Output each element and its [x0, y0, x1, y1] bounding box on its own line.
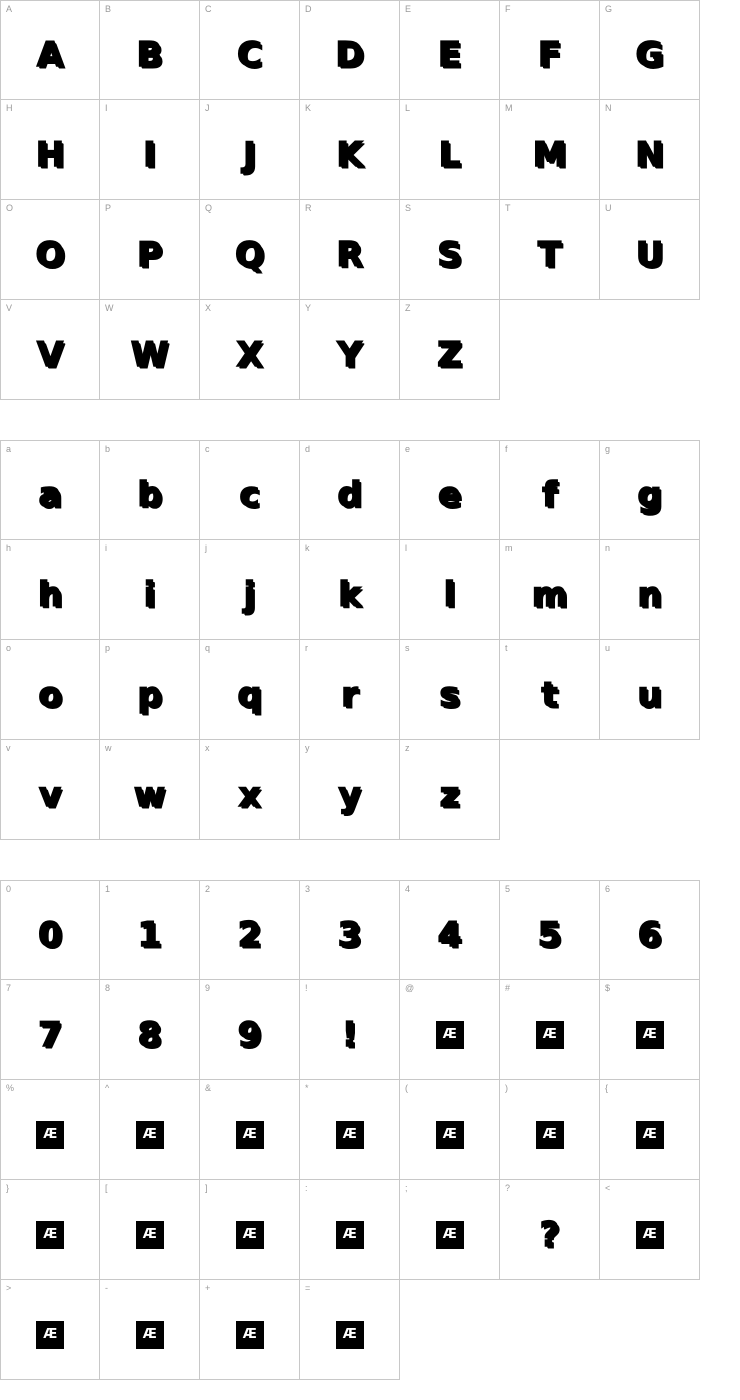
glyph-cell[interactable]: [100, 640, 200, 740]
glyph-character: W: [130, 334, 169, 375]
glyph-cell[interactable]: [600, 100, 700, 200]
glyph-notdef: [500, 1080, 599, 1179]
glyph-notdef: [400, 980, 499, 1079]
glyph-character: d: [337, 475, 362, 515]
notdef-box-icon: Æ: [636, 1121, 664, 1149]
glyph-code-label: >: [6, 1283, 12, 1293]
glyph-code-label: 3: [305, 884, 311, 894]
notdef-box-icon: Æ: [436, 1021, 464, 1049]
glyph-character: t: [541, 674, 558, 715]
notdef-box-icon: Æ: [636, 1221, 664, 1249]
glyph-cell[interactable]: [400, 300, 500, 400]
glyph-cell[interactable]: [500, 0, 600, 100]
glyph-cell[interactable]: [600, 1180, 700, 1280]
glyph-cell[interactable]: [200, 540, 300, 640]
glyph-notdef: [400, 1180, 499, 1279]
glyph-code-label: D: [305, 4, 312, 14]
glyph-cell[interactable]: [400, 1180, 500, 1280]
glyph-code-label: #: [505, 983, 511, 993]
glyph-cell[interactable]: [400, 1080, 500, 1180]
glyph-code-label: N: [605, 103, 612, 113]
glyph-code-label: {: [605, 1083, 609, 1093]
glyph-character: E: [437, 35, 462, 75]
glyph-character: O: [35, 234, 65, 275]
glyph-cell[interactable]: [300, 880, 400, 980]
glyph-notdef: [100, 1080, 199, 1179]
notdef-box-icon: Æ: [236, 1221, 264, 1249]
glyph-code-label: 0: [6, 884, 12, 894]
glyph-code-label: =: [305, 1283, 311, 1293]
glyph-cell[interactable]: [0, 980, 100, 1080]
glyph-code-label: s: [405, 643, 410, 653]
glyph-cell[interactable]: [600, 880, 700, 980]
notdef-box-icon: Æ: [536, 1121, 564, 1149]
glyph-character: 9: [237, 1014, 262, 1055]
glyph-character: 3: [337, 915, 362, 955]
glyph-character: I: [143, 134, 156, 175]
glyph-cell[interactable]: [0, 1180, 100, 1280]
glyph-cell[interactable]: [500, 440, 600, 540]
glyph-character: T: [537, 234, 562, 275]
notdef-box-icon: Æ: [236, 1121, 264, 1149]
glyph-cell[interactable]: [0, 740, 100, 840]
glyph-character: ?: [539, 1214, 560, 1255]
notdef-box-icon: Æ: [136, 1121, 164, 1149]
glyph-code-label: u: [605, 643, 611, 653]
glyph-code-label: @: [405, 983, 415, 993]
glyph-code-label: a: [6, 444, 12, 454]
glyph-code-label: b: [105, 444, 111, 454]
glyph-cell[interactable]: [200, 300, 300, 400]
glyph-cell[interactable]: [100, 440, 200, 540]
glyph-character: L: [438, 134, 461, 175]
glyph-code-label: L: [405, 103, 411, 113]
glyph-notdef: [300, 1180, 399, 1279]
glyph-cell[interactable]: [400, 640, 500, 740]
glyph-cell[interactable]: [400, 440, 500, 540]
notdef-box-icon: Æ: [236, 1321, 264, 1349]
glyph-code-label: 7: [6, 983, 12, 993]
glyph-code-label: B: [105, 4, 112, 14]
glyph-character: Y: [337, 334, 362, 375]
glyph-cell[interactable]: [200, 100, 300, 200]
glyph-cell[interactable]: [400, 540, 500, 640]
glyph-notdef: [600, 980, 699, 1079]
glyph-character: k: [338, 574, 361, 615]
glyph-code-label: W: [105, 303, 114, 313]
glyph-code-label: 6: [605, 884, 611, 894]
glyph-code-label: ): [505, 1083, 508, 1093]
glyph-character: i: [143, 574, 156, 615]
glyph-notdef: [1, 1280, 99, 1379]
glyph-code-label: j: [205, 543, 207, 553]
glyph-code-label: C: [205, 4, 212, 14]
glyph-character: 5: [537, 915, 562, 955]
glyph-code-label: h: [6, 543, 12, 553]
glyph-character: r: [341, 674, 358, 715]
glyph-character: x: [238, 774, 261, 815]
glyph-cell[interactable]: [600, 200, 700, 300]
glyph-cell[interactable]: [100, 980, 200, 1080]
glyph-code-label: E: [405, 4, 412, 14]
notdef-box-icon: Æ: [36, 1221, 64, 1249]
glyph-cell[interactable]: [400, 200, 500, 300]
glyph-cell[interactable]: [300, 740, 400, 840]
glyph-cell[interactable]: [0, 1280, 100, 1380]
glyph-character: F: [537, 35, 562, 75]
notdef-box-icon: Æ: [436, 1221, 464, 1249]
notdef-box-icon: Æ: [36, 1321, 64, 1349]
glyph-section-digits-and-symbols: [0, 880, 740, 1380]
notdef-box-icon: Æ: [136, 1221, 164, 1249]
glyph-code-label: X: [205, 303, 212, 313]
glyph-character: Q: [235, 234, 264, 275]
glyph-cell[interactable]: [400, 0, 500, 100]
glyph-code-label: F: [505, 4, 511, 14]
glyph-code-label: %: [6, 1083, 15, 1093]
glyph-code-label: d: [305, 444, 311, 454]
glyph-cell[interactable]: [100, 200, 200, 300]
glyph-character: K: [336, 134, 363, 175]
glyph-code-label: S: [405, 203, 412, 213]
glyph-notdef: [100, 1180, 199, 1279]
glyph-notdef: [200, 1280, 299, 1379]
glyph-code-label: l: [405, 543, 407, 553]
notdef-box-icon: Æ: [536, 1021, 564, 1049]
glyph-character: X: [236, 334, 263, 375]
glyph-cell[interactable]: [500, 1080, 600, 1180]
glyph-code-label: Z: [405, 303, 411, 313]
glyph-cell[interactable]: [0, 200, 100, 300]
glyph-code-label: G: [605, 4, 613, 14]
glyph-cell[interactable]: [600, 1080, 700, 1180]
glyph-cell[interactable]: [400, 880, 500, 980]
glyph-cell[interactable]: [400, 980, 500, 1080]
glyph-code-label: 5: [505, 884, 511, 894]
glyph-character: h: [37, 574, 63, 615]
glyph-notdef: [400, 1080, 499, 1179]
glyph-code-label: w: [105, 743, 112, 753]
glyph-cell[interactable]: [200, 200, 300, 300]
glyph-notdef: [500, 980, 599, 1079]
glyph-cell[interactable]: [600, 440, 700, 540]
glyph-cell[interactable]: [200, 1080, 300, 1180]
glyph-code-label: K: [305, 103, 312, 113]
glyph-code-label: g: [605, 444, 611, 454]
glyph-code-label: t: [505, 643, 508, 653]
glyph-cell[interactable]: [500, 640, 600, 740]
glyph-character: s: [439, 674, 460, 715]
glyph-notdef: [600, 1180, 699, 1279]
glyph-cell[interactable]: [0, 440, 100, 540]
glyph-code-label: ]: [205, 1183, 208, 1193]
glyph-code-label: f: [505, 444, 508, 454]
glyph-cell[interactable]: [300, 300, 400, 400]
glyph-character: 8: [137, 1014, 162, 1055]
glyph-code-label: r: [305, 643, 308, 653]
glyph-code-label: }: [6, 1183, 10, 1193]
glyph-character: V: [36, 334, 64, 375]
glyph-character: u: [637, 674, 662, 715]
glyph-cell[interactable]: [300, 440, 400, 540]
glyph-character: M: [532, 134, 567, 175]
glyph-code-label: -: [105, 1283, 108, 1293]
glyph-code-label: q: [205, 643, 211, 653]
glyph-code-label: H: [6, 103, 13, 113]
glyph-cell[interactable]: [100, 1280, 200, 1380]
glyph-character: p: [137, 674, 162, 715]
glyph-cell[interactable]: [100, 1180, 200, 1280]
glyph-code-label: !: [305, 983, 308, 993]
glyph-character: 6: [637, 915, 662, 955]
glyph-cell[interactable]: [600, 540, 700, 640]
glyph-code-label: i: [105, 543, 107, 553]
glyph-cell[interactable]: [600, 0, 700, 100]
glyph-character: a: [38, 475, 62, 515]
glyph-code-label: 4: [405, 884, 411, 894]
glyph-code-label: ;: [405, 1183, 408, 1193]
glyph-character: j: [243, 574, 256, 615]
glyph-code-label: y: [305, 743, 310, 753]
glyph-notdef: [300, 1280, 399, 1379]
glyph-character: B: [136, 35, 163, 75]
glyph-code-label: U: [605, 203, 612, 213]
glyph-code-label: 1: [105, 884, 111, 894]
glyph-notdef: [300, 1080, 399, 1179]
glyph-character: P: [137, 234, 162, 275]
glyph-code-label: 2: [205, 884, 211, 894]
glyph-cell[interactable]: [0, 640, 100, 740]
glyph-notdef: [200, 1180, 299, 1279]
glyph-code-label: p: [105, 643, 111, 653]
glyph-character: H: [35, 134, 65, 175]
glyph-grid: [0, 0, 700, 400]
glyph-character: N: [635, 134, 664, 175]
notdef-box-icon: Æ: [636, 1021, 664, 1049]
glyph-code-label: Q: [205, 203, 213, 213]
notdef-box-icon: Æ: [336, 1221, 364, 1249]
glyph-code-label: e: [405, 444, 411, 454]
glyph-character: 2: [237, 915, 262, 955]
glyph-character: U: [635, 234, 664, 275]
notdef-box-icon: Æ: [436, 1121, 464, 1149]
glyph-cell[interactable]: [200, 880, 300, 980]
glyph-cell[interactable]: [500, 980, 600, 1080]
glyph-code-label: Y: [305, 303, 312, 313]
glyph-code-label: <: [605, 1183, 611, 1193]
glyph-code-label: $: [605, 983, 611, 993]
notdef-box-icon: Æ: [336, 1321, 364, 1349]
notdef-box-icon: Æ: [136, 1321, 164, 1349]
glyph-cell[interactable]: [100, 880, 200, 980]
glyph-code-label: V: [6, 303, 13, 313]
glyph-code-label: 8: [105, 983, 111, 993]
glyph-character: y: [338, 774, 361, 815]
glyph-code-label: I: [105, 103, 108, 113]
glyph-notdef: [200, 1080, 299, 1179]
glyph-code-label: [: [105, 1183, 108, 1193]
glyph-cell[interactable]: [0, 300, 100, 400]
section-spacer: [0, 840, 740, 880]
glyph-code-label: O: [6, 203, 14, 213]
glyph-cell[interactable]: [300, 1180, 400, 1280]
glyph-code-label: n: [605, 543, 611, 553]
glyph-cell[interactable]: [300, 1280, 400, 1380]
glyph-cell[interactable]: [200, 740, 300, 840]
glyph-character: J: [243, 134, 256, 175]
glyph-character: l: [443, 574, 456, 615]
glyph-character: Z: [437, 334, 462, 375]
glyph-cell[interactable]: [0, 1080, 100, 1180]
glyph-cell[interactable]: [400, 740, 500, 840]
glyph-cell[interactable]: [300, 640, 400, 740]
glyph-cell[interactable]: [300, 200, 400, 300]
glyph-cell[interactable]: [300, 1080, 400, 1180]
glyph-code-label: (: [405, 1083, 408, 1093]
glyph-code-label: *: [305, 1083, 309, 1093]
glyph-cell[interactable]: [500, 200, 600, 300]
glyph-cell[interactable]: [300, 0, 400, 100]
glyph-character: 1: [137, 915, 162, 955]
glyph-character: z: [439, 774, 460, 815]
glyph-cell[interactable]: [300, 980, 400, 1080]
glyph-cell[interactable]: [200, 1180, 300, 1280]
glyph-character: g: [637, 475, 662, 515]
glyph-code-label: M: [505, 103, 513, 113]
glyph-character: 7: [38, 1014, 62, 1055]
glyph-code-label: R: [305, 203, 312, 213]
glyph-code-label: k: [305, 543, 310, 553]
glyph-cell[interactable]: [500, 100, 600, 200]
glyph-character: e: [437, 475, 462, 515]
glyph-cell[interactable]: [200, 0, 300, 100]
glyph-character: q: [237, 674, 262, 715]
glyph-cell[interactable]: [200, 440, 300, 540]
glyph-character: w: [133, 774, 166, 815]
glyph-code-label: T: [505, 203, 511, 213]
glyph-cell[interactable]: [200, 640, 300, 740]
glyph-grid: [0, 440, 700, 840]
glyph-code-label: +: [205, 1283, 211, 1293]
glyph-character: R: [336, 234, 363, 275]
glyph-cell[interactable]: [100, 1080, 200, 1180]
glyph-code-label: &: [205, 1083, 212, 1093]
glyph-code-label: m: [505, 543, 513, 553]
glyph-cell[interactable]: [0, 540, 100, 640]
glyph-cell[interactable]: [500, 1180, 600, 1280]
glyph-character: o: [38, 674, 62, 715]
glyph-cell[interactable]: [100, 100, 200, 200]
glyph-character: S: [437, 234, 462, 275]
glyph-code-label: z: [405, 743, 410, 753]
glyph-notdef: [100, 1280, 199, 1379]
glyph-notdef: [1, 1080, 99, 1179]
glyph-section-uppercase: [0, 0, 740, 400]
glyph-character: m: [531, 574, 568, 615]
notdef-box-icon: Æ: [36, 1121, 64, 1149]
glyph-character: A: [36, 35, 64, 75]
glyph-character: !: [341, 1014, 358, 1055]
glyph-cell[interactable]: [0, 0, 100, 100]
glyph-cell[interactable]: [100, 300, 200, 400]
glyph-code-label: v: [6, 743, 11, 753]
glyph-code-label: A: [6, 4, 13, 14]
glyph-cell[interactable]: [100, 0, 200, 100]
glyph-character: C: [237, 35, 262, 75]
glyph-code-label: J: [205, 103, 210, 113]
glyph-cell[interactable]: [300, 540, 400, 640]
glyph-character: G: [635, 35, 664, 75]
glyph-notdef: [1, 1180, 99, 1279]
section-spacer: [0, 400, 740, 440]
glyph-code-label: x: [205, 743, 210, 753]
glyph-cell[interactable]: [600, 980, 700, 1080]
glyph-cell[interactable]: [100, 740, 200, 840]
glyph-character: 0: [38, 915, 62, 955]
glyph-character: c: [239, 475, 260, 515]
glyph-code-label: :: [305, 1183, 308, 1193]
glyph-cell[interactable]: [200, 980, 300, 1080]
glyph-cell[interactable]: [200, 1280, 300, 1380]
glyph-character: 4: [437, 915, 462, 955]
glyph-code-label: o: [6, 643, 12, 653]
glyph-cell[interactable]: [0, 100, 100, 200]
glyph-code-label: ^: [105, 1083, 110, 1093]
glyph-notdef: [600, 1080, 699, 1179]
glyph-code-label: P: [105, 203, 112, 213]
glyph-character: v: [38, 774, 62, 815]
glyph-cell[interactable]: [300, 100, 400, 200]
glyph-character: b: [137, 475, 162, 515]
glyph-cell[interactable]: [0, 880, 100, 980]
glyph-cell[interactable]: [100, 540, 200, 640]
glyph-code-label: ?: [505, 1183, 511, 1193]
glyph-cell[interactable]: [400, 100, 500, 200]
glyph-character: n: [637, 574, 662, 615]
glyph-code-label: 9: [205, 983, 211, 993]
glyph-cell[interactable]: [500, 540, 600, 640]
glyph-cell[interactable]: [500, 880, 600, 980]
notdef-box-icon: Æ: [336, 1121, 364, 1149]
glyph-code-label: c: [205, 444, 210, 454]
glyph-cell[interactable]: [600, 640, 700, 740]
glyph-section-lowercase: [0, 440, 740, 840]
glyph-character: f: [542, 475, 557, 515]
glyph-character: D: [335, 35, 364, 75]
glyph-grid: [0, 880, 700, 1380]
